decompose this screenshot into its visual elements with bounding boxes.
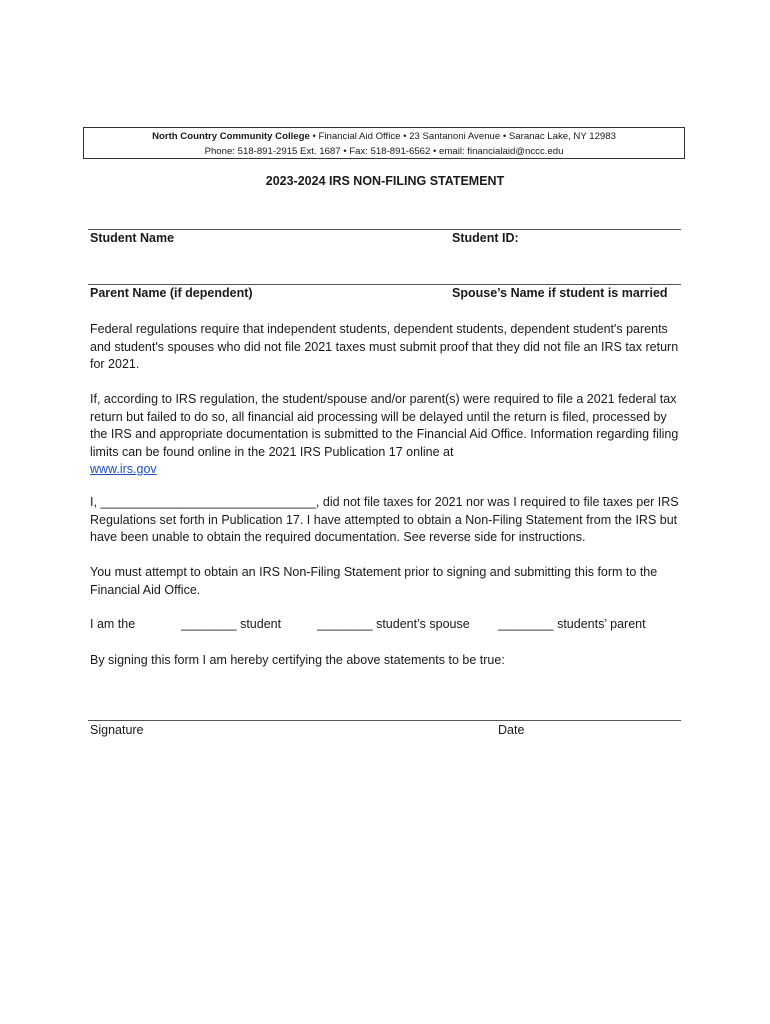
- paragraph-regulations: Federal regulations require that independent students, dependent students, dependent student's parents and student's spouses who did not file 2021 taxes must submit proof that they did not file an IRS tax return for 2021.: [90, 322, 679, 371]
- parent-name-label: Parent Name (if dependent): [90, 286, 253, 300]
- spouse-name-label: Spouse’s Name if student is married: [452, 286, 668, 300]
- student-id-label: Student ID:: [452, 231, 519, 245]
- parent-name-line[interactable]: [88, 284, 681, 285]
- signature-line[interactable]: [88, 720, 681, 721]
- paragraph-irs-requirement: [90, 391, 680, 479]
- student-name-line[interactable]: [88, 229, 681, 230]
- signature-label: Signature: [90, 723, 144, 737]
- page-title: 2023-2024 IRS NON-FILING STATEMENT: [265, 174, 505, 188]
- paragraph-irs-text: If, according to IRS regulation, the student/spouse and/or parent(s) were required to file a 2021 federal tax return but failed to do so, all financial aid processing will be delayed until the return is filed, processed by the IRS and appropriate documentation is submitted to the Financial Aid Office. Information regarding filing limits can be found online in the 2021 IRS Publication 17 online at: [90, 392, 679, 459]
- student-name-label: Student Name: [90, 231, 175, 245]
- i-am-spouse-option[interactable]: ________ student’s spouse: [317, 617, 470, 631]
- i-am-student-option[interactable]: ________ student: [181, 617, 282, 631]
- paragraph-certification: By signing this form I am hereby certifying the above statements to be true:: [90, 653, 505, 667]
- header-address: • Financial Aid Office • 23 Santanoni Avenue • Saranac Lake, NY 12983: [309, 131, 616, 142]
- paragraph-attestation: I, _______________________________, did not file taxes for 2021 nor was I required to file taxes per IRS Regulations set forth in Publication 17. I have attempted to obtain a Non-Filing Statement from the IRS but have been unable to obtain the required documentation. See reverse side for instructions.: [90, 495, 679, 544]
- paragraph-instruction: You must attempt to obtain an IRS Non-Filing Statement prior to signing and submitting this form to the Financial Aid Office.: [90, 565, 658, 597]
- irs-link[interactable]: www.irs.gov: [90, 462, 157, 476]
- college-name: North Country Community College: [152, 131, 310, 142]
- i-am-parent-option[interactable]: ________ students’ parent: [498, 617, 646, 631]
- header-contact: Phone: 518-891-2915 Ext. 1687 • Fax: 518-891-6562 • email: financialaid@nccc.edu: [204, 146, 564, 157]
- date-label: Date: [498, 723, 525, 737]
- header-box: [83, 127, 685, 159]
- header-line-1: [84, 129, 684, 144]
- i-am-label: I am the: [90, 617, 136, 631]
